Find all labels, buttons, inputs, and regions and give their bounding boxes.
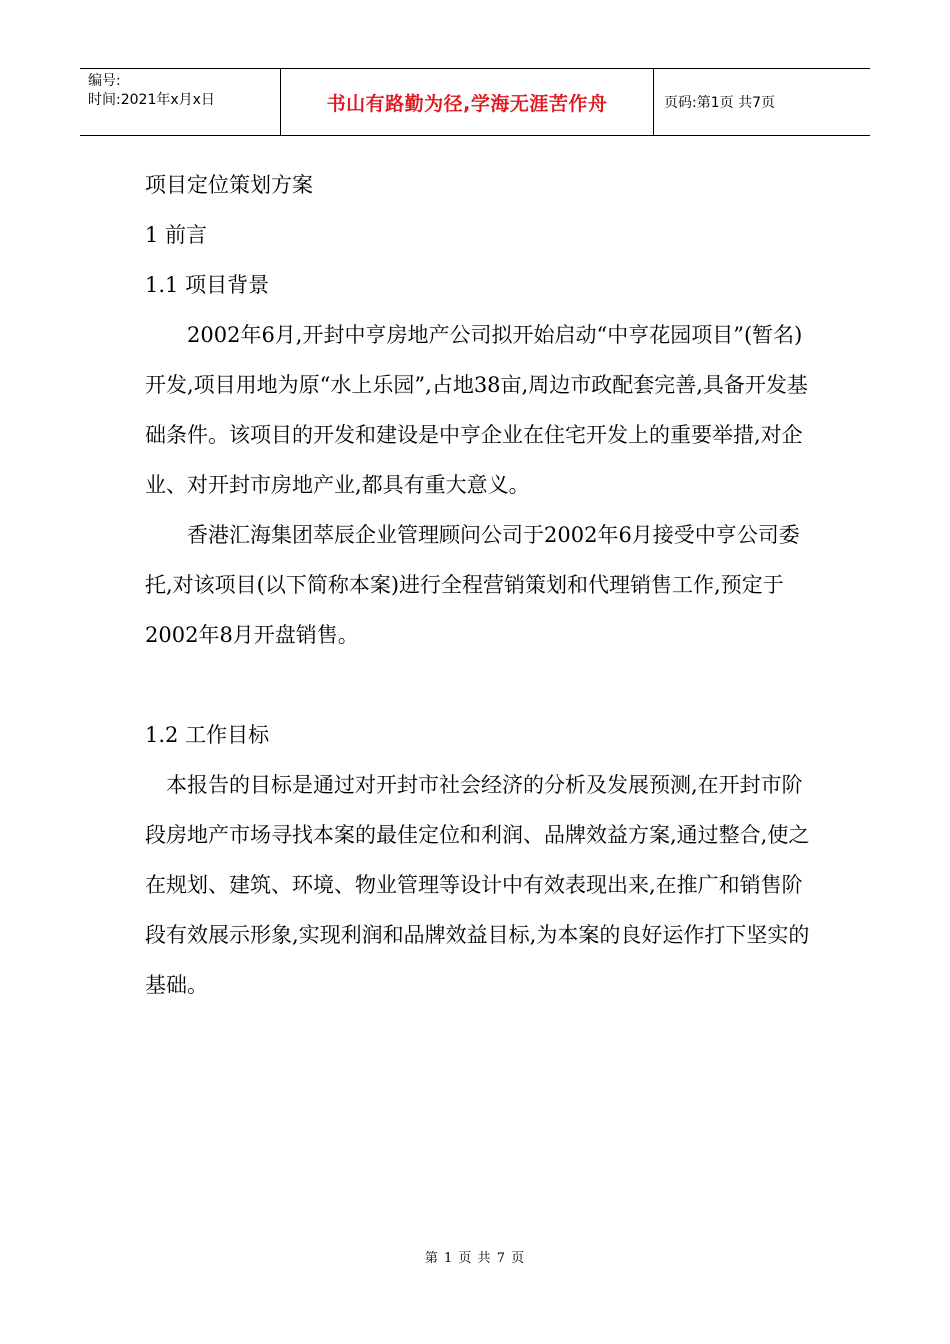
header-info-cell (80, 69, 281, 135)
paragraph-background: 2002年6月,开封中亨房地产公司拟开始启动“中亨花园项目”(暂名)开发,项目用地为原“水上乐园”,占地38亩,周边市政配套完善,具备开发基础条件。该项目的开发和建设是中亨企业在住宅开发上的重要举措,对企业、对开封市房地产业,都具有重大意义。 (145, 323, 808, 497)
paragraph-spacer (145, 660, 810, 710)
section-heading-1-1: 1.1 项目背景 (145, 273, 270, 297)
document-title: 项目定位策划方案 (145, 173, 313, 197)
document-time-label: 时间:2021年x月x日 (88, 92, 215, 108)
section-heading-1: 1 前言 (145, 223, 208, 247)
document-number-label: 编号: (88, 73, 121, 89)
document-body (145, 160, 810, 1010)
header-page-label: 页码:第1页 共7页 (664, 95, 775, 111)
section-heading-1-2: 1.2 工作目标 (145, 723, 270, 747)
paragraph-objective: 本报告的目标是通过对开封市社会经济的分析及发展预测,在开封市阶段房地产市场寻找本案的最佳定位和利润、品牌效益方案,通过整合,使之在规划、建筑、环境、物业管理等设计中有效表现出来,在推广和销售阶段有效展示形象,实现利润和品牌效益目标,为本案的良好运作打下坚实的基础。 (145, 773, 810, 997)
page-footer: 第 1 页 共 7 页 (424, 1251, 526, 1266)
paragraph-commission: 香港汇海集团萃辰企业管理顾问公司于2002年6月接受中亨公司委托,对该项目(以下简称本案)进行全程营销策划和代理销售工作,预定于2002年8月开盘销售。 (145, 523, 800, 647)
header-motto: 书山有路勤为径,学海无涯苦作舟 (281, 69, 654, 135)
page-header (80, 68, 870, 136)
